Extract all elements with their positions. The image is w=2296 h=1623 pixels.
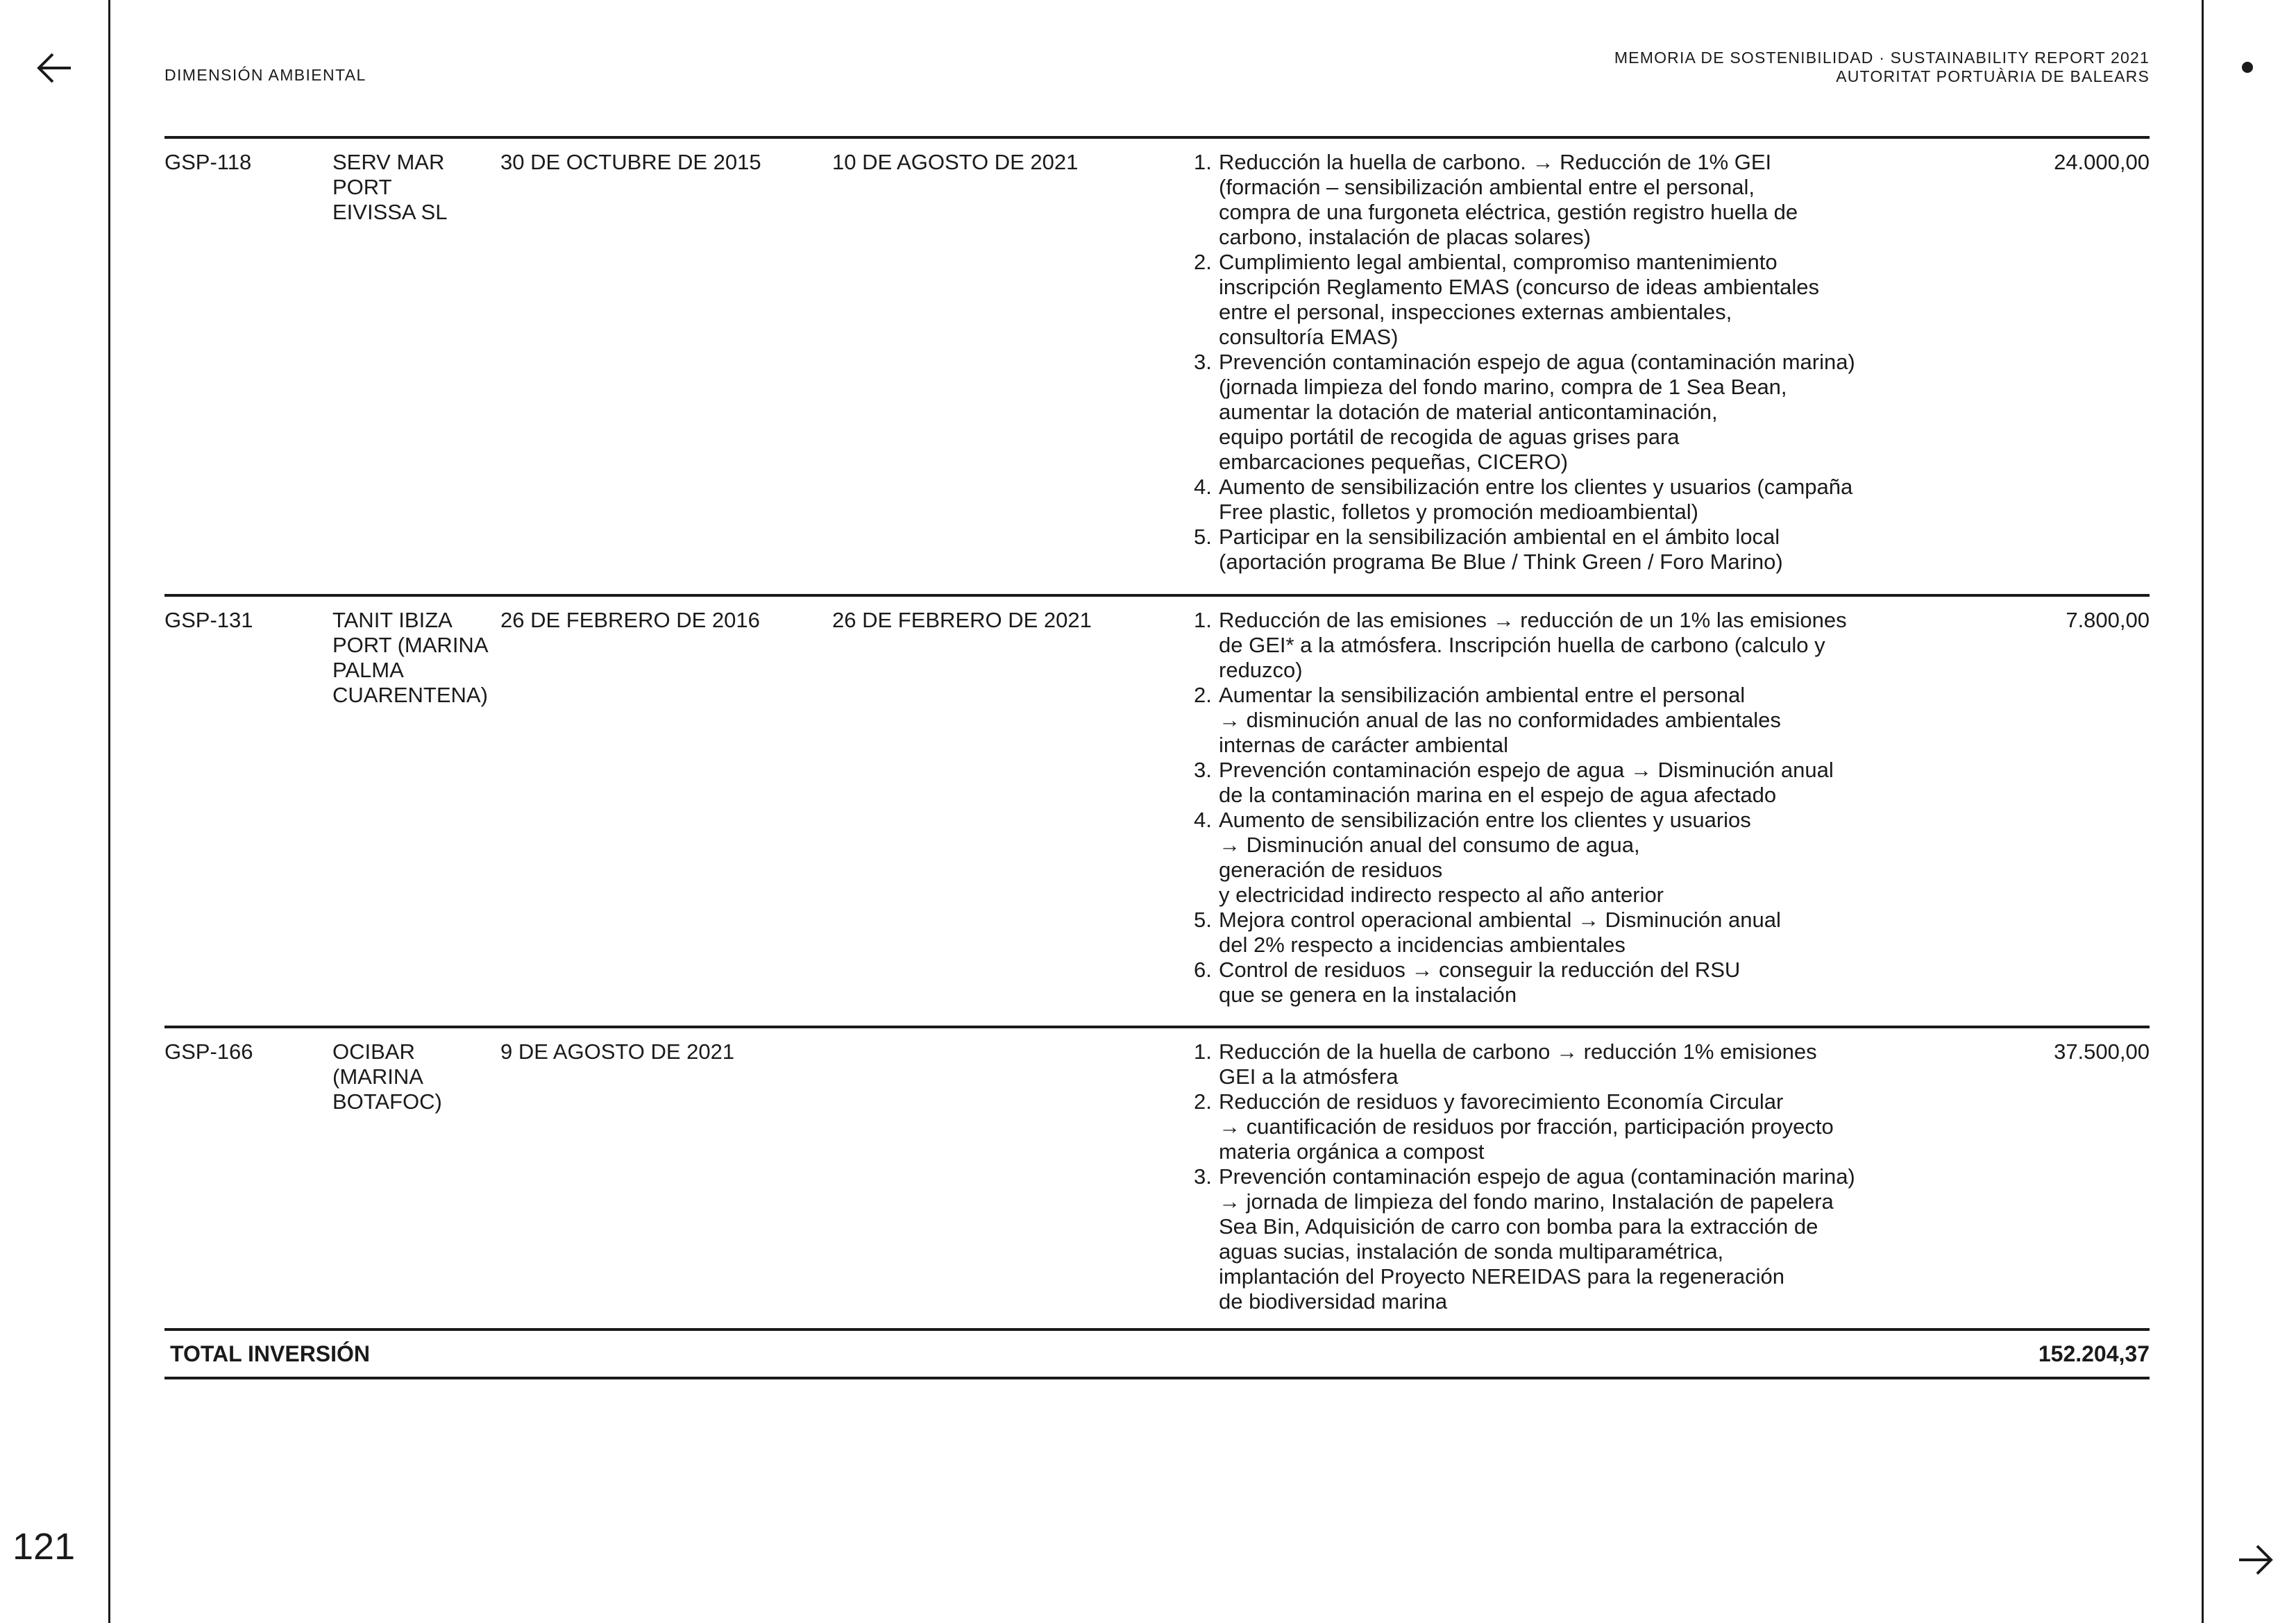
measure-line: materia orgánica a compost bbox=[1219, 1139, 1485, 1164]
end-date: 10 DE AGOSTO DE 2021 bbox=[832, 150, 1079, 174]
measure-line: internas de carácter ambiental bbox=[1219, 733, 1509, 757]
section-label: DIMENSIÓN AMBIENTAL bbox=[164, 66, 366, 84]
company-name-line: CUARENTENA) bbox=[332, 683, 488, 707]
measure-line: y electricidad indirecto respecto al año anterior bbox=[1219, 883, 1664, 907]
measure-line: carbono, instalación de placas solares) bbox=[1219, 225, 1591, 249]
measure-line: (jornada limpieza del fondo marino, compra de 1 Sea Bean, bbox=[1219, 375, 1787, 399]
measure-line: embarcaciones pequeñas, CICERO) bbox=[1219, 450, 1569, 474]
investment-amount: 7.800,00 bbox=[2066, 608, 2150, 632]
measure-number: 6. bbox=[1194, 958, 1212, 982]
measure-line: Control de residuos → conseguir la reducción del RSU bbox=[1219, 958, 1741, 982]
measure-line: implantación del Proyecto NEREIDAS para la regeneración bbox=[1219, 1264, 1785, 1289]
measure-number: 2. bbox=[1194, 250, 1212, 274]
measure-number: 1. bbox=[1194, 150, 1212, 174]
measure-number: 4. bbox=[1194, 808, 1212, 832]
row-code: GSP-118 bbox=[164, 150, 252, 174]
measure-item bbox=[1194, 1089, 1888, 1164]
measure-line: Reducción de la huella de carbono → reducción 1% emisiones bbox=[1219, 1039, 1817, 1064]
report-title: MEMORIA DE SOSTENIBILIDAD · SUSTAINABILITY REPORT 2021 bbox=[1614, 49, 2150, 67]
measure-line: del 2% respecto a incidencias ambientales bbox=[1219, 933, 1626, 957]
measure-item bbox=[1194, 808, 1888, 908]
measure-item bbox=[1194, 525, 1888, 575]
company-name-line: SERV MAR bbox=[332, 150, 445, 174]
measure-number: 2. bbox=[1194, 1089, 1212, 1114]
measure-line: Prevención contaminación espejo de agua → Disminución anual bbox=[1219, 758, 1834, 782]
measure-number: 4. bbox=[1194, 475, 1212, 499]
measures-list bbox=[1194, 150, 1888, 575]
measure-number: 3. bbox=[1194, 758, 1212, 782]
measure-item bbox=[1194, 475, 1888, 525]
measure-line: reduzco) bbox=[1219, 658, 1303, 682]
company-name-line: PORT bbox=[332, 175, 392, 199]
measure-item bbox=[1194, 908, 1888, 958]
measure-item bbox=[1194, 758, 1888, 808]
measure-line: → jornada de limpieza del fondo marino, Instalación de papelera bbox=[1219, 1189, 1834, 1214]
measure-line: consultoría EMAS) bbox=[1219, 325, 1399, 349]
measure-line: Prevención contaminación espejo de agua (contaminación marina) bbox=[1219, 1164, 1855, 1189]
row-code: GSP-131 bbox=[164, 608, 253, 632]
start-date: 30 DE OCTUBRE DE 2015 bbox=[500, 150, 761, 174]
measure-line: de biodiversidad marina bbox=[1219, 1289, 1448, 1314]
measure-line: → disminución anual de las no conformidades ambientales bbox=[1219, 708, 1781, 732]
measure-line: generación de residuos bbox=[1219, 858, 1443, 882]
investment-amount: 24.000,00 bbox=[2054, 150, 2150, 174]
end-date: 26 DE FEBRERO DE 2021 bbox=[832, 608, 1092, 632]
measure-line: Mejora control operacional ambiental → Disminución anual bbox=[1219, 908, 1781, 932]
measure-line: Aumento de sensibilización entre los clientes y usuarios (campaña bbox=[1219, 475, 1853, 499]
measure-line: Aumentar la sensibilización ambiental entre el personal bbox=[1219, 683, 1746, 707]
arrow-right-icon[interactable] bbox=[2238, 1545, 2274, 1575]
measures-list bbox=[1194, 608, 1888, 1008]
company-name bbox=[332, 1039, 506, 1114]
measure-line: inscripción Reglamento EMAS (concurso de ideas ambientales bbox=[1219, 275, 1819, 299]
measure-line: → Disminución anual del consumo de agua, bbox=[1219, 833, 1640, 857]
measure-item bbox=[1194, 608, 1888, 683]
row-code: GSP-166 bbox=[164, 1039, 253, 1064]
measure-line: Participar en la sensibilización ambiental en el ámbito local bbox=[1219, 525, 1780, 549]
measure-line: Prevención contaminación espejo de agua (contaminación marina) bbox=[1219, 350, 1855, 374]
company-name-line: TANIT IBIZA bbox=[332, 608, 453, 632]
measure-line: Free plastic, folletos y promoción medioambiental) bbox=[1219, 500, 1698, 524]
measure-line: Sea Bin, Adquisición de carro con bomba para la extracción de bbox=[1219, 1214, 1818, 1239]
company-name bbox=[332, 150, 506, 225]
measure-line: que se genera en la instalación bbox=[1219, 983, 1517, 1007]
measure-number: 5. bbox=[1194, 525, 1212, 549]
company-name-line: PORT (MARINA bbox=[332, 633, 489, 657]
measure-item bbox=[1194, 250, 1888, 350]
measure-item bbox=[1194, 1164, 1888, 1314]
table-row bbox=[164, 1026, 2150, 1328]
investment-amount: 37.500,00 bbox=[2054, 1039, 2150, 1064]
measure-item bbox=[1194, 958, 1888, 1008]
measure-line: equipo portátil de recogida de aguas grises para bbox=[1219, 425, 1680, 449]
company-name-line: EIVISSA SL bbox=[332, 200, 448, 224]
bullet-dot-icon bbox=[2242, 62, 2253, 73]
measure-line: aumentar la dotación de material anticontaminación, bbox=[1219, 400, 1718, 424]
measure-item bbox=[1194, 683, 1888, 758]
total-label: TOTAL INVERSIÓN bbox=[170, 1341, 371, 1366]
company-name-line: (MARINA bbox=[332, 1064, 423, 1089]
measure-line: (formación – sensibilización ambiental entre el personal, bbox=[1219, 175, 1755, 199]
page-number: 121 bbox=[12, 1526, 76, 1567]
start-date: 9 DE AGOSTO DE 2021 bbox=[500, 1039, 735, 1064]
start-date: 26 DE FEBRERO DE 2016 bbox=[500, 608, 760, 632]
measure-number: 3. bbox=[1194, 1164, 1212, 1189]
measure-line: GEI a la atmósfera bbox=[1219, 1064, 1399, 1089]
measure-line: aguas sucias, instalación de sonda multiparamétrica, bbox=[1219, 1239, 1724, 1264]
measure-item bbox=[1194, 150, 1888, 250]
measure-line: Reducción la huella de carbono. → Reducción de 1% GEI bbox=[1219, 150, 1772, 174]
measure-number: 3. bbox=[1194, 350, 1212, 374]
measure-line: de GEI* a la atmósfera. Inscripción huella de carbono (calculo y bbox=[1219, 633, 1825, 657]
measure-item bbox=[1194, 350, 1888, 475]
table-body bbox=[164, 136, 2150, 1328]
investment-table bbox=[164, 136, 2150, 1379]
organization-name: AUTORITAT PORTUÀRIA DE BALEARS bbox=[1836, 67, 2150, 85]
arrow-left-icon[interactable] bbox=[36, 53, 72, 83]
total-row bbox=[164, 1328, 2150, 1379]
measure-number: 2. bbox=[1194, 683, 1212, 707]
measure-item bbox=[1194, 1039, 1888, 1089]
report-header bbox=[1614, 49, 2150, 86]
measure-line: Cumplimiento legal ambiental, compromiso mantenimiento bbox=[1219, 250, 1778, 274]
measure-number: 1. bbox=[1194, 608, 1212, 632]
measures-list bbox=[1194, 1039, 1888, 1314]
measure-line: (aportación programa Be Blue / Think Green / Foro Marino) bbox=[1219, 550, 1783, 574]
right-margin-rule bbox=[2202, 0, 2204, 1623]
measure-line: entre el personal, inspecciones externas ambientales, bbox=[1219, 300, 1732, 324]
measure-line: Reducción de las emisiones → reducción de un 1% las emisiones bbox=[1219, 608, 1847, 632]
table-row bbox=[164, 594, 2150, 1026]
left-margin-rule bbox=[108, 0, 110, 1623]
company-name bbox=[332, 608, 506, 708]
measure-line: Aumento de sensibilización entre los clientes y usuarios bbox=[1219, 808, 1751, 832]
company-name-line: BOTAFOC) bbox=[332, 1089, 442, 1114]
total-value: 152.204,37 bbox=[2038, 1341, 2150, 1366]
company-name-line: PALMA bbox=[332, 658, 404, 682]
measure-number: 5. bbox=[1194, 908, 1212, 932]
measure-number: 1. bbox=[1194, 1039, 1212, 1064]
measure-line: → cuantificación de residuos por fracción, participación proyecto bbox=[1219, 1114, 1834, 1139]
measure-line: de la contaminación marina en el espejo de agua afectado bbox=[1219, 783, 1777, 807]
company-name-line: OCIBAR bbox=[332, 1039, 415, 1064]
table-row bbox=[164, 136, 2150, 594]
measure-line: compra de una furgoneta eléctrica, gestión registro huella de bbox=[1219, 200, 1798, 224]
measure-line: Reducción de residuos y favorecimiento Economía Circular bbox=[1219, 1089, 1784, 1114]
